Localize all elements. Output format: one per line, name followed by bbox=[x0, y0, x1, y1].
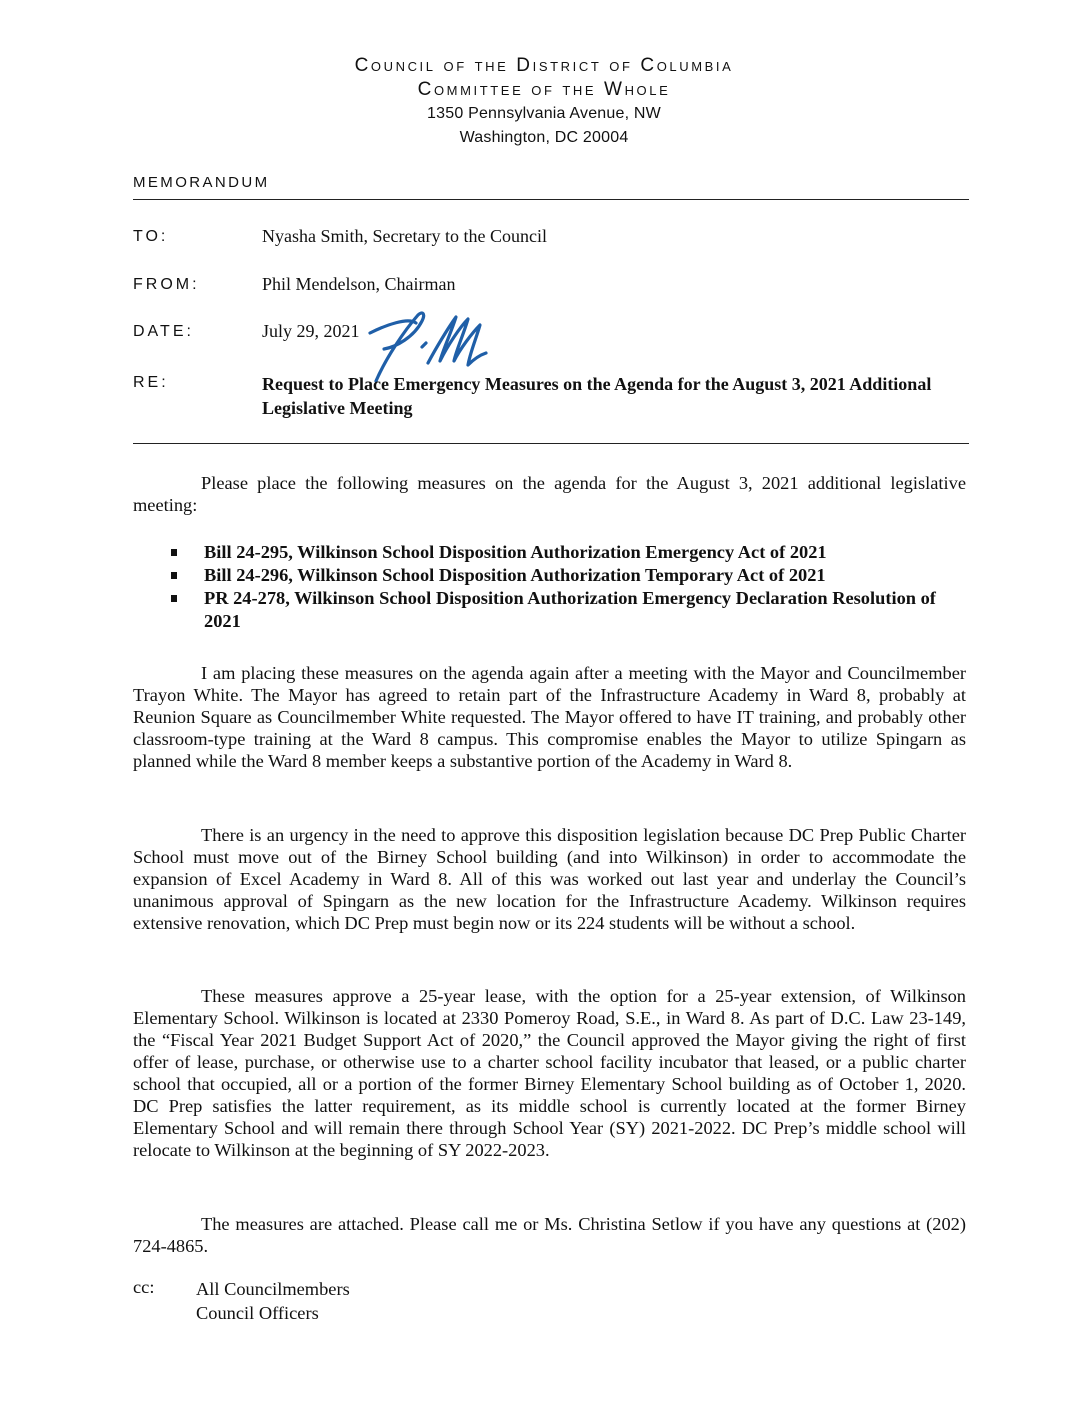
header-divider-top bbox=[133, 199, 969, 200]
date-value: July 29, 2021 bbox=[262, 321, 360, 341]
from-label: FROM: bbox=[133, 276, 200, 293]
cc-label: cc: bbox=[133, 1277, 155, 1297]
list-item: Bill 24-295, Wilkinson School Disposition Authorization Emergency Act of 2021 bbox=[171, 541, 971, 564]
cc-recipient: Council Officers bbox=[196, 1303, 319, 1323]
intro-text: Please place the following measures on the agenda for the August 3, 2021 additional legislative meeting: bbox=[133, 473, 966, 515]
paragraph-urgency: There is an urgency in the need to approve this disposition legislation because DC Prep Public Charter School must move out of the Birney School building (and into Wilkinson) in order to accommodate the expansion of Excel Academy in Ward 8. All of this was worked out last year and underlay the Council’s unanimous approval of Spingarn as the new location for the Infrastructure Academy. Wilkinson requires extensive renovation, which DC Prep must begin now or its 224 students will be without a school. bbox=[133, 825, 966, 933]
letterhead-committee: Committee of the Whole bbox=[417, 79, 671, 100]
list-item: PR 24-278, Wilkinson School Disposition Authorization Emergency Declaration Resolution of 2021 bbox=[171, 587, 971, 633]
intro-paragraph bbox=[133, 472, 966, 516]
to-value: Nyasha Smith, Secretary to the Council bbox=[262, 226, 547, 246]
list-item: Bill 24-296, Wilkinson School Disposition Authorization Temporary Act of 2021 bbox=[171, 564, 971, 587]
paragraph-closing: The measures are attached. Please call me or Ms. Christina Setlow if you have any questions at (202) 724-4865. bbox=[133, 1214, 966, 1256]
cc-recipients bbox=[196, 1277, 350, 1325]
paragraph-lease-details: These measures approve a 25-year lease, with the option for a 25-year extension, of Wilkinson Elementary School. Wilkinson is located at 2330 Pomeroy Road, S.E., in Ward 8. As part of D.C. Law 23-149, the “Fiscal Year 2021 Budget Support Act of 2020,” the Council approved the Mayor giving the right of first offer of lease, purchase, or otherwise use to a charter school facility incubator that leased, or a public charter school that occupied, all or a portion of the former Birney Elementary School building as of October 1, 2020. DC Prep satisfies the latter requirement, as its middle school is currently located at the former Birney Elementary School and will remain there through School Year (SY) 2021-2022. DC Prep’s middle school will relocate to Wilkinson at the beginning of SY 2022-2023. bbox=[133, 986, 966, 1160]
re-label: RE: bbox=[133, 374, 169, 391]
memorandum-label: MEMORANDUM bbox=[133, 174, 270, 191]
paragraph-compromise: I am placing these measures on the agenda again after a meeting with the Mayor and Councilmember Trayon White. The Mayor has agreed to retain part of the Infrastructure Academy in Ward 8, probably at Reunion Square as Councilmember White requested. The Mayor offered to have IT training, and probably other classroom-type training at the Ward 8 campus. This compromise enables the Mayor to utilize Spingarn as planned while the Ward 8 member keeps a substantive portion of the Academy in Ward 8. bbox=[133, 663, 966, 771]
from-value: Phil Mendelson, Chairman bbox=[262, 274, 456, 294]
to-label: TO: bbox=[133, 228, 169, 245]
letterhead-council: Council of the District of Columbia bbox=[354, 55, 734, 76]
letterhead-street: 1350 Pennsylvania Avenue, NW bbox=[427, 105, 661, 122]
bullet-icon bbox=[171, 572, 177, 579]
measures-list bbox=[171, 541, 971, 633]
re-subject: Request to Place Emergency Measures on the Agenda for the August 3, 2021 Additional Legislative Meeting bbox=[262, 374, 932, 418]
letterhead bbox=[0, 54, 1088, 150]
bullet-icon bbox=[171, 595, 177, 602]
letterhead-city: Washington, DC 20004 bbox=[459, 129, 629, 146]
header-divider-bottom bbox=[133, 443, 969, 444]
bullet-icon bbox=[171, 549, 177, 556]
date-label: DATE: bbox=[133, 323, 194, 340]
cc-recipient: All Councilmembers bbox=[196, 1279, 350, 1299]
